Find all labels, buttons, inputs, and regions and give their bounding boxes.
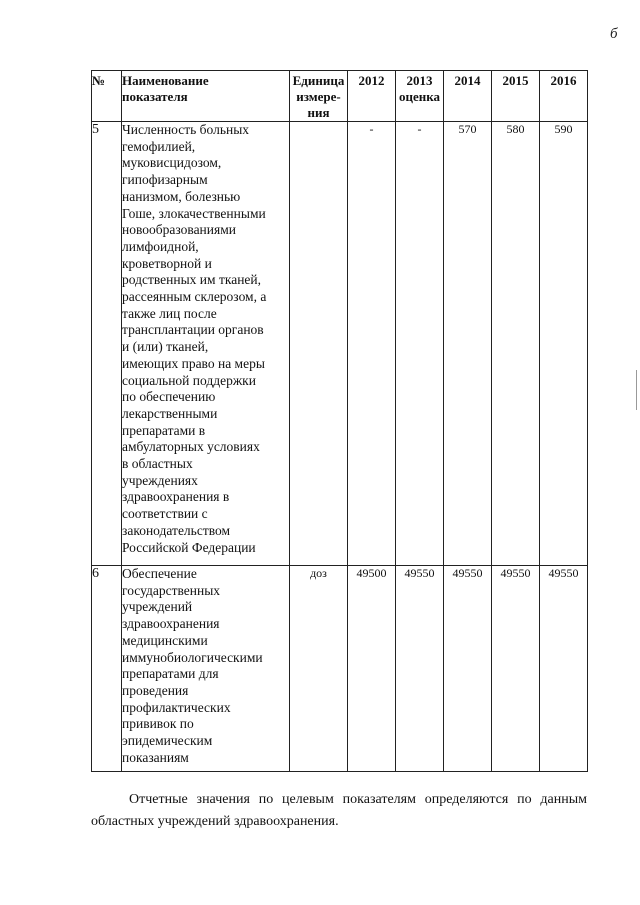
value-2015: 49550 (492, 566, 540, 772)
page-number-mark: б (610, 26, 618, 42)
header-year-2013: 2013 оценка (396, 71, 444, 122)
scan-artifact (636, 370, 637, 410)
table-row (92, 566, 588, 772)
header-number: № (92, 71, 122, 122)
value-2014: 49550 (444, 566, 492, 772)
value-2014: 570 (444, 122, 492, 566)
table-row (92, 122, 588, 566)
value-2012: 49500 (348, 566, 396, 772)
header-year-2016: 2016 (540, 71, 588, 122)
row-number: 5 (92, 122, 122, 566)
indicator-name: Обеспечение государственных учреждений здравоохранения медицинскими иммунобиологическими препаратами для проведения профилактических прививок по эпидемическим показаниям (122, 566, 290, 772)
indicator-name: Численность больных гемофилией, муковисцидозом, гипофизарным нанизмом, болезнью Гоше, злокачественными новообразованиями лимфоидной, кроветворной и родственных им тканей, рассеянным склерозом, а также лиц после трансплантации органов и (или) тканей, имеющих право на меры социальной поддержки по обеспечению лекарственными препаратами в амбулаторных условиях в областных учреждениях здравоохранения в соответствии с законодательством Российской Федерации (122, 122, 290, 566)
unit-cell: доз (290, 566, 348, 772)
table-header-row (92, 71, 588, 122)
value-2013: 49550 (396, 566, 444, 772)
value-2015: 580 (492, 122, 540, 566)
row-number: 6 (92, 566, 122, 772)
indicators-table (91, 70, 588, 772)
header-unit: Единица измере- ния (290, 71, 348, 122)
header-indicator-name: Наименование показателя (122, 71, 290, 122)
value-2013: - (396, 122, 444, 566)
footnote-paragraph: Отчетные значения по целевым показателям определяются по данным областных учреждений здравоохранения. (91, 792, 587, 829)
unit-cell (290, 122, 348, 566)
value-2012: - (348, 122, 396, 566)
value-2016: 590 (540, 122, 588, 566)
value-2016: 49550 (540, 566, 588, 772)
header-year-2015: 2015 (492, 71, 540, 122)
header-year-2012: 2012 (348, 71, 396, 122)
header-year-2014: 2014 (444, 71, 492, 122)
